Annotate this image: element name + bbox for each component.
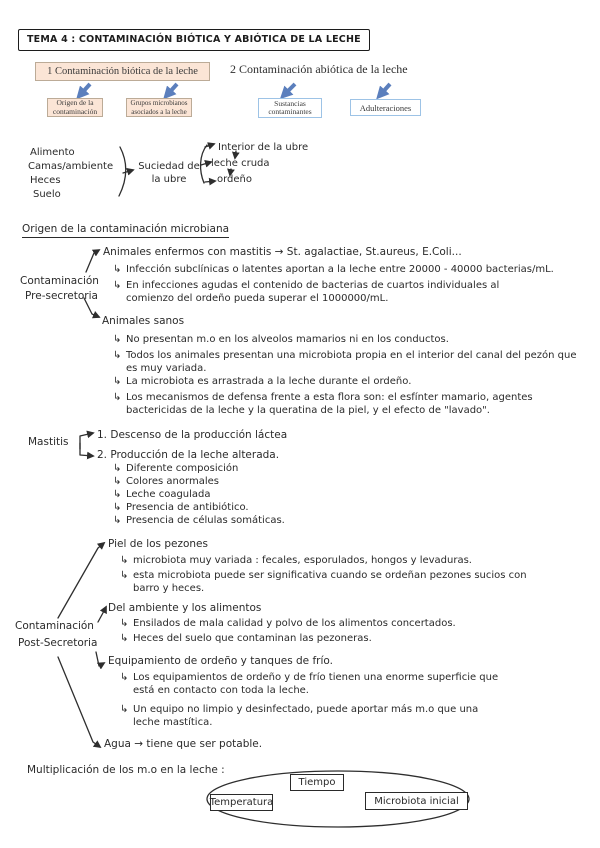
down-arrow-icon xyxy=(81,84,90,94)
funnel-source: Heces xyxy=(30,175,61,186)
note-line: ↳ Presencia de antibiótico. xyxy=(113,501,249,514)
note-line: ↳ Leche coagulada xyxy=(113,488,211,501)
note-line: ↳ Infección subclínicas o latentes aportan a la leche entre 20000 - 40000 bacterias/mL. xyxy=(113,263,554,276)
note-line: ↳ Presencia de células somáticas. xyxy=(113,514,285,527)
note-line: ↳ Los mecanismos de defensa frente a esta flora son: el esfínter mamario, agentes bactericidas de la leche y la queratina de la piel, y el efecto de "lavado". xyxy=(113,391,556,417)
right-arrow-icon xyxy=(201,162,211,165)
note-line: ↳ En infecciones agudas el contenido de bacterias de cuartos individuales al comienzo del ordeño pueda superar el 1000000/mL. xyxy=(113,279,536,305)
branch-line xyxy=(86,250,99,272)
branch-line xyxy=(98,607,106,622)
branch-line xyxy=(96,652,104,666)
note-line: ↳ La microbiota es arrastrada a la leche durante el ordeño. xyxy=(113,375,411,388)
funnel-source: Alimento xyxy=(30,147,75,158)
presecretoria-label: Contaminación xyxy=(20,275,99,287)
mastitis-item: 1. Descenso de la producción láctea xyxy=(97,429,288,441)
note-line: ↳ Todos los animales presentan una microbiota propia en el interior del canal del pezón que es muy variada. xyxy=(113,349,586,375)
note-line: ↳ Heces del suelo que contaminan las pezoneras. xyxy=(120,632,372,645)
branch-title: Equipamiento de ordeño y tanques de frío. xyxy=(108,655,333,667)
branch-title: Animales sanos xyxy=(102,315,185,327)
abiotic-child-substances: Sustancias contaminantes xyxy=(258,98,322,118)
branch-line xyxy=(58,657,100,747)
branch-line xyxy=(80,433,93,449)
funnel-source: Suelo xyxy=(33,189,61,200)
funnel-source: Camas/ambiente xyxy=(28,161,114,172)
biotic-heading-box: 1 Contaminación biótica de la leche xyxy=(35,62,210,81)
node-temperatura: Temperatura xyxy=(210,794,273,811)
branch-title: Del ambiente y los alimentos xyxy=(108,602,262,614)
chain-step: Interior de la ubre xyxy=(218,142,309,153)
down-arrow-icon xyxy=(168,84,177,94)
note-line: ↳ microbiota muy variada : fecales, esporulados, hongos y levaduras. xyxy=(120,554,472,567)
note-line: ↳ Diferente composición xyxy=(113,462,238,475)
node-microbiota-inicial: Microbiota inicial xyxy=(365,792,468,810)
chain-step: ordeño xyxy=(217,174,253,185)
chain-step: leche cruda xyxy=(211,158,270,169)
multiplication-heading: Multiplicación de los m.o en la leche : xyxy=(27,764,225,776)
note-line: ↳ Ensilados de mala calidad y polvo de los alimentos concertados. xyxy=(120,617,456,630)
branch-line xyxy=(80,443,93,456)
right-arrow-icon xyxy=(123,170,133,173)
page-title: TEMA 4 : CONTAMINACIÓN BIÓTICA Y ABIÓTICA DE LA LECHE xyxy=(18,29,370,51)
down-arrow-icon xyxy=(285,84,295,94)
postsecretoria-label: Contaminación xyxy=(15,620,94,632)
branch-title: Agua → tiene que ser potable. xyxy=(104,738,263,750)
mastitis-item: 2. Producción de la leche alterada. xyxy=(97,449,280,461)
abiotic-child-adulterations: Adulteraciones xyxy=(350,99,421,116)
section-heading: Origen de la contaminación microbiana xyxy=(22,223,229,238)
abiotic-heading: 2 Contaminación abiótica de la leche xyxy=(230,62,408,76)
biotic-child-groups: Grupos microbianos asociados a la leche xyxy=(126,98,192,117)
note-line: ↳ esta microbiota puede ser significativa cuando se ordeñan pezones sucios con barro y heces. xyxy=(120,569,528,595)
biotic-child-origin: Origen de la contaminación xyxy=(47,98,103,117)
branch-title: Animales enfermos con mastitis → St. agalactiae, St.aureus, E.Coli... xyxy=(103,246,462,258)
blue-arrow-icons xyxy=(81,84,390,94)
presecretoria-label: Pre-secretoria xyxy=(25,290,98,302)
down-arrow-icon xyxy=(381,84,390,94)
funnel-result: Suciedad de la ubre xyxy=(138,161,200,185)
mastitis-label: Mastitis xyxy=(28,436,69,448)
branch-line xyxy=(58,543,104,618)
note-line: ↳ Colores anormales xyxy=(113,475,219,488)
right-arrow-icon xyxy=(205,181,215,182)
branch-title: Piel de los pezones xyxy=(108,538,208,550)
postsecretoria-label: Post-Secretoria xyxy=(18,637,98,649)
note-line: ↳ No presentan m.o en los alveolos mamarios ni en los conductos. xyxy=(113,333,449,346)
note-line: ↳ Los equipamientos de ordeño y de frío tienen una enorme superficie que está en contacto con toda la leche. xyxy=(120,671,518,697)
node-tiempo: Tiempo xyxy=(290,774,344,791)
note-line: ↳ Un equipo no limpio y desinfectado, puede aportar más m.o que una leche mastítica. xyxy=(120,703,493,729)
brace-curve xyxy=(119,147,126,196)
